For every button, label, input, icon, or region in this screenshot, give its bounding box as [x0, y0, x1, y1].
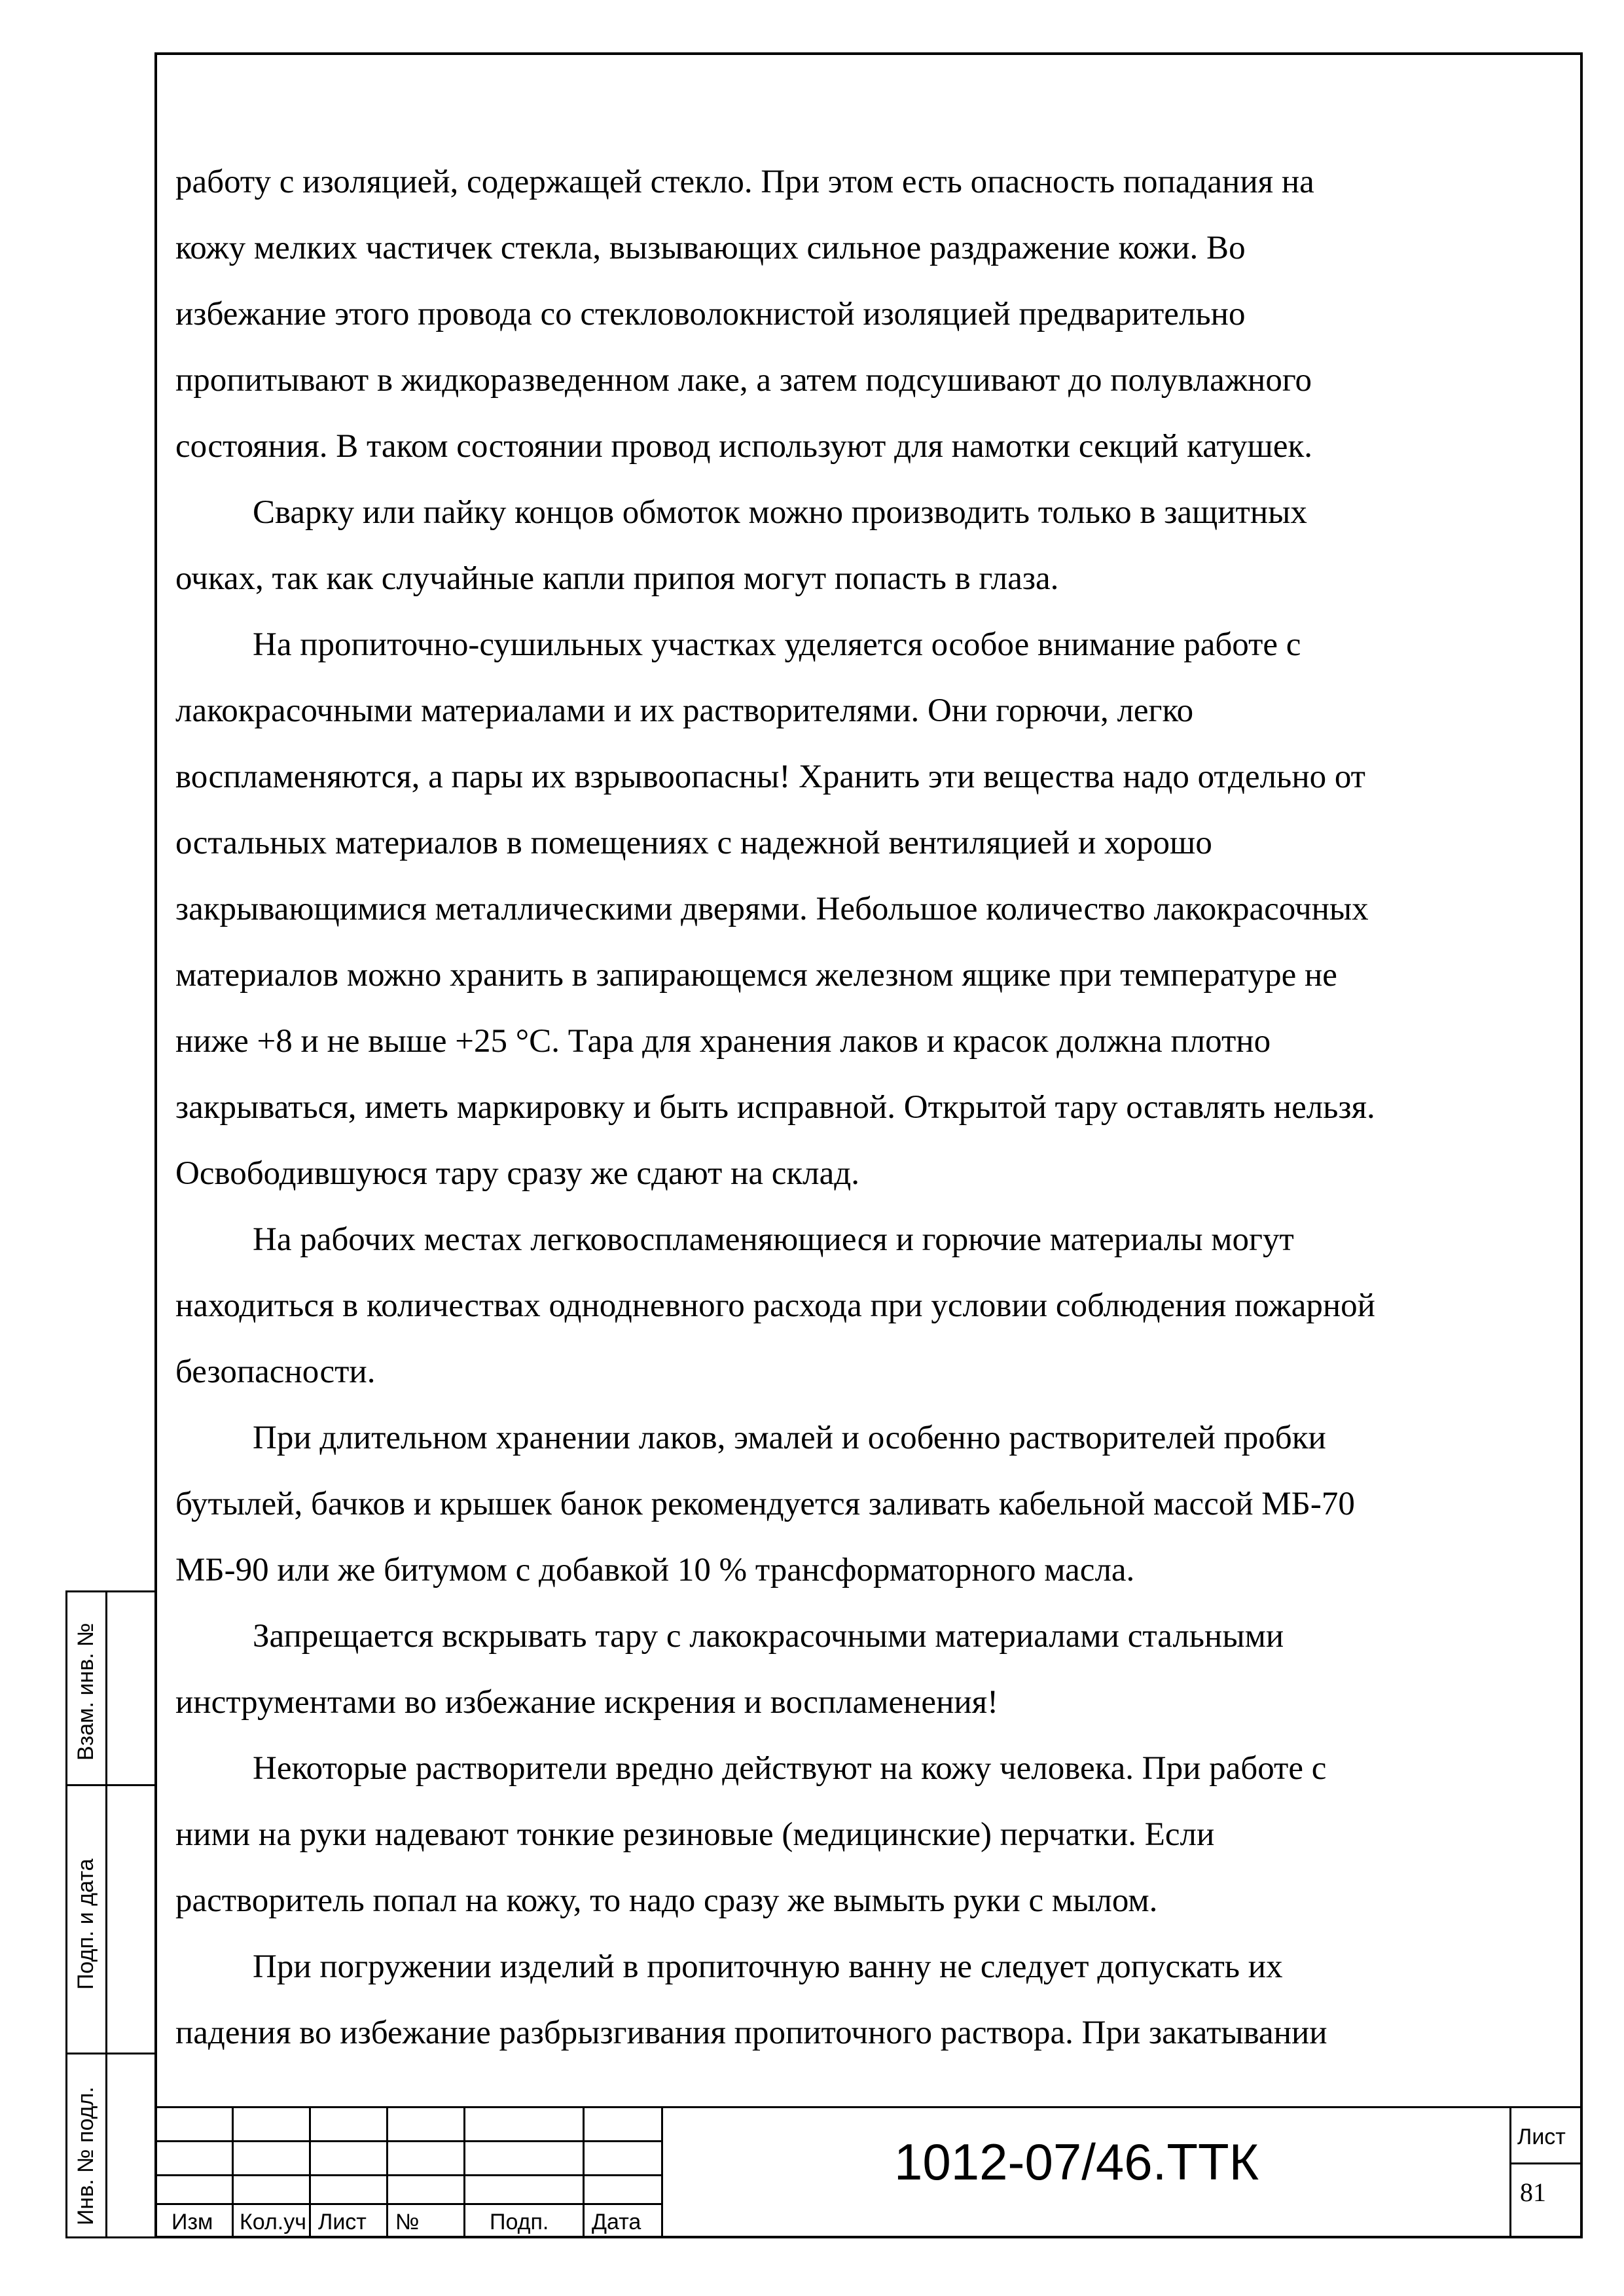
text-line: находиться в количествах однодневного расхода при условии соблюдения пожарной — [175, 1287, 1375, 1324]
text-line: ними на руки надевают тонкие резиновые (медицинские) перчатки. Если — [175, 1816, 1215, 1853]
text-line: Освободившуюся тару сразу же сдают на склад. — [175, 1155, 859, 1192]
text-line: материалов можно хранить в запирающемся железном ящике при температуре не — [175, 957, 1337, 994]
title-block-col-line — [463, 2106, 465, 2238]
text-line: очках, так как случайные капли припоя могут попасть в глаза. — [175, 560, 1059, 597]
sheet-number: 81 — [1520, 2178, 1546, 2207]
text-line: безопасности. — [175, 1354, 376, 1390]
text-line: падения во избежание разбрызгивания пропиточного раствора. При закатывании — [175, 2015, 1327, 2051]
column-label-change: Изм — [171, 2210, 213, 2234]
title-block-col-line — [583, 2106, 585, 2238]
side-table-divider — [65, 1784, 154, 1786]
text-line: Некоторые растворители вредно действуют на кожу человека. При работе с — [253, 1750, 1327, 1787]
text-line: остальных материалов в помещениях с надежной вентиляцией и хорошо — [175, 825, 1212, 861]
text-line: воспламеняются, а пары их взрывоопасны! Хранить эти вещества надо отдельно от — [175, 759, 1365, 795]
text-line: растворитель попал на кожу, то надо сразу же вымыть руки с мылом. — [175, 1882, 1158, 1919]
text-line: Запрещается вскрывать тару с лакокрасочными материалами стальными — [253, 1618, 1284, 1655]
text-line: ниже +8 и не выше +25 °С. Тара для хранения лаков и красок должна плотно — [175, 1023, 1271, 1060]
side-table — [65, 1590, 154, 2238]
title-block-top-border — [154, 2106, 1583, 2108]
text-line: избежание этого провода со стекловолокнистой изоляцией предварительно — [175, 296, 1246, 332]
document-code: 1012-07/46.ТТК — [894, 2133, 1259, 2191]
text-line: При погружении изделий в пропиточную ванну не следует допускать их — [253, 1948, 1283, 1985]
replacement-inventory-label: Взам. инв. № — [73, 1623, 98, 1761]
text-line: состояния. В таком состоянии провод используют для намотки секций катушек. — [175, 428, 1312, 465]
title-block-col-line — [309, 2106, 311, 2238]
text-line: работу с изоляцией, содержащей стекло. При этом есть опасность попадания на — [175, 164, 1314, 200]
text-line: лакокрасочными материалами и их растворителями. Они горючи, легко — [175, 692, 1194, 729]
title-block-col-line — [661, 2106, 663, 2238]
text-line: На рабочих местах легковоспламеняющиеся и горючие материалы могут — [253, 1221, 1294, 1258]
text-line: закрывающимися металлическими дверями. Небольшое количество лакокрасочных — [175, 891, 1369, 927]
title-block-col-line — [386, 2106, 388, 2238]
title-block-col-line — [232, 2106, 234, 2238]
text-line: бутылей, бачков и крышек банок рекомендуется заливать кабельной массой МБ-70 — [175, 1486, 1355, 1522]
title-block-row-line — [154, 2174, 662, 2176]
side-table-outer-column — [105, 1590, 156, 2238]
original-inventory-label: Инв. № подл. — [73, 2087, 98, 2225]
title-block-col-line — [1509, 2106, 1511, 2238]
sheet-cell-divider — [1511, 2162, 1583, 2164]
text-line: На пропиточно-сушильных участках уделяется особое внимание работе с — [253, 626, 1301, 663]
document-body — [175, 149, 1557, 2066]
column-label-count: Кол.уч — [240, 2210, 306, 2234]
title-block-row-line — [154, 2140, 662, 2142]
column-label-signature: Подп. — [490, 2210, 549, 2234]
sheet-label: Лист — [1517, 2125, 1566, 2149]
side-table-divider — [65, 2053, 154, 2054]
column-label-date: Дата — [592, 2210, 641, 2234]
text-line: инструментами во избежание искрения и воспламенения! — [175, 1684, 999, 1721]
title-block-row-line — [154, 2203, 662, 2205]
text-line: МБ-90 или же битумом с добавкой 10 % трансформаторного масла. — [175, 1552, 1135, 1588]
title-block — [154, 2106, 1583, 2238]
text-line: При длительном хранении лаков, эмалей и особенно растворителей пробки — [253, 1420, 1326, 1456]
column-label-number: № — [395, 2210, 420, 2234]
text-line: пропитывают в жидкоразведенном лаке, а затем подсушивают до полувлажного — [175, 362, 1312, 399]
text-line: закрываться, иметь маркировку и быть исправной. Открытой тару оставлять нельзя. — [175, 1089, 1375, 1126]
text-line: Сварку или пайку концов обмоток можно производить только в защитных — [253, 494, 1307, 531]
text-line: кожу мелких частичек стекла, вызывающих сильное раздражение кожи. Во — [175, 230, 1246, 266]
column-label-sheet: Лист — [318, 2210, 367, 2234]
signature-date-label: Подп. и дата — [73, 1858, 98, 1990]
